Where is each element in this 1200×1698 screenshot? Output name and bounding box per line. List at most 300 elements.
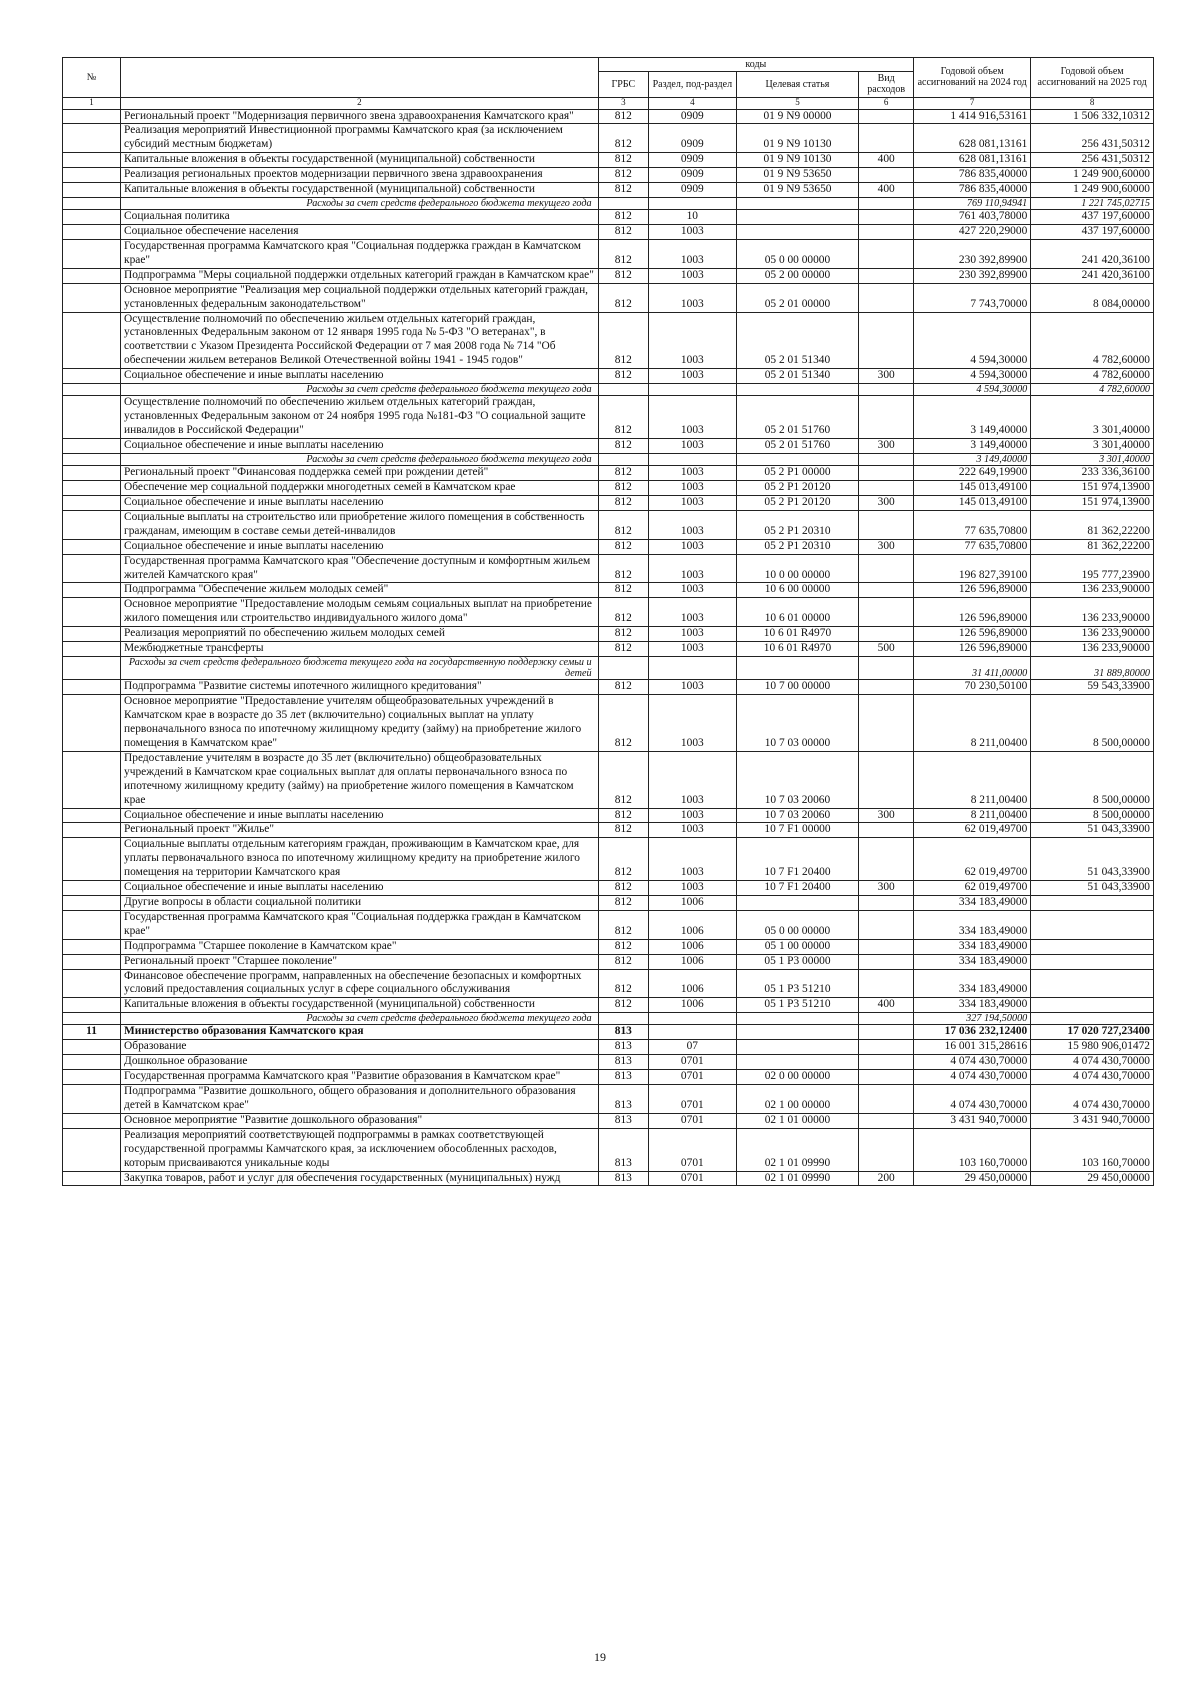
table-row (63, 510, 1154, 539)
row-grbs: 812 (598, 495, 648, 510)
col-number: 5 (736, 97, 859, 109)
row-amount-2025: 1 221 745,02715 (1031, 198, 1154, 210)
row-name: Социальные выплаты на строительство или приобретение жилого помещения в собственность гражданам, имеющим в составе семьи детей-инвалидов (121, 510, 599, 539)
row-amount-2024: 126 596,89000 (914, 642, 1031, 657)
row-article: 02 1 01 09990 (736, 1171, 859, 1186)
row-article: 02 1 01 09990 (736, 1128, 859, 1171)
row-amount-2025: 17 020 727,23400 (1031, 1025, 1154, 1040)
row-name: Региональный проект "Старшее поколение" (121, 954, 599, 969)
row-amount-2024: 222 649,19900 (914, 466, 1031, 481)
row-name: Обеспечение мер социальной поддержки многодетных семей в Камчатском крае (121, 481, 599, 496)
table-row (63, 109, 1154, 124)
row-article: 05 1 P3 00000 (736, 954, 859, 969)
row-article (736, 656, 859, 679)
row-amount-2024: 8 211,00400 (914, 751, 1031, 808)
row-amount-2024: 628 081,13161 (914, 124, 1031, 153)
row-number (63, 823, 121, 838)
table-row (63, 823, 1154, 838)
row-grbs: 812 (598, 312, 648, 369)
row-article: 10 0 00 00000 (736, 554, 859, 583)
row-expense-kind (859, 312, 914, 369)
table-row (63, 695, 1154, 752)
row-article: 05 2 00 00000 (736, 268, 859, 283)
row-name: Расходы за счет средств федерального бюджета текущего года (121, 453, 599, 465)
row-amount-2025: 4 074 430,70000 (1031, 1055, 1154, 1070)
header-article: Целевая статья (736, 72, 859, 97)
row-section (649, 1025, 737, 1040)
row-section: 0701 (649, 1113, 737, 1128)
table-row (63, 954, 1154, 969)
row-article (736, 1040, 859, 1055)
row-amount-2024: 786 835,40000 (914, 183, 1031, 198)
row-amount-2024: 145 013,49100 (914, 495, 1031, 510)
table-row (63, 240, 1154, 269)
row-expense-kind (859, 466, 914, 481)
header-amount-2025: Годовой объем ассигнований на 2025 год (1031, 58, 1154, 98)
row-section: 0909 (649, 109, 737, 124)
row-grbs: 812 (598, 109, 648, 124)
table-row (63, 539, 1154, 554)
row-name: Реализация мероприятий по обеспечению жильем молодых семей (121, 627, 599, 642)
row-amount-2025: 4 782,60000 (1031, 312, 1154, 369)
row-grbs: 812 (598, 808, 648, 823)
col-number: 6 (859, 97, 914, 109)
row-grbs (598, 384, 648, 396)
row-amount-2025: 59 543,33900 (1031, 680, 1154, 695)
row-amount-2025: 195 777,23900 (1031, 554, 1154, 583)
row-grbs: 812 (598, 627, 648, 642)
row-section: 1003 (649, 495, 737, 510)
row-number (63, 396, 121, 439)
row-section: 10 (649, 210, 737, 225)
row-expense-kind (859, 198, 914, 210)
row-name: Социальное обеспечение населения (121, 225, 599, 240)
row-article: 05 2 01 00000 (736, 283, 859, 312)
row-number (63, 510, 121, 539)
row-expense-kind: 300 (859, 369, 914, 384)
row-grbs: 812 (598, 583, 648, 598)
row-amount-2025: 29 450,00000 (1031, 1171, 1154, 1186)
row-amount-2024: 126 596,89000 (914, 598, 1031, 627)
table-row (63, 939, 1154, 954)
row-amount-2024: 230 392,89900 (914, 240, 1031, 269)
header-codes: коды (598, 58, 913, 72)
row-number (63, 168, 121, 183)
row-number (63, 109, 121, 124)
row-expense-kind (859, 627, 914, 642)
row-section: 1006 (649, 998, 737, 1013)
row-name: Подпрограмма "Развитие системы ипотечного жилищного кредитования" (121, 680, 599, 695)
row-expense-kind (859, 823, 914, 838)
row-amount-2024: 786 835,40000 (914, 168, 1031, 183)
row-amount-2024: 628 081,13161 (914, 153, 1031, 168)
row-expense-kind (859, 751, 914, 808)
row-section: 0701 (649, 1070, 737, 1085)
row-section: 1003 (649, 312, 737, 369)
row-expense-kind (859, 1085, 914, 1114)
table-row (63, 481, 1154, 496)
table-row (63, 1113, 1154, 1128)
row-section: 1003 (649, 680, 737, 695)
row-number (63, 808, 121, 823)
row-number (63, 583, 121, 598)
row-amount-2025: 4 074 430,70000 (1031, 1070, 1154, 1085)
row-name: Капитальные вложения в объекты государственной (муниципальной) собственности (121, 153, 599, 168)
row-grbs: 812 (598, 396, 648, 439)
header-name (121, 58, 599, 98)
table-row (63, 1085, 1154, 1114)
row-amount-2025: 136 233,90000 (1031, 627, 1154, 642)
row-name: Капитальные вложения в объекты государственной (муниципальной) собственности (121, 183, 599, 198)
row-number (63, 1085, 121, 1114)
row-number (63, 225, 121, 240)
row-amount-2024: 62 019,49700 (914, 881, 1031, 896)
row-article (736, 895, 859, 910)
row-article (736, 1013, 859, 1025)
row-number (63, 1128, 121, 1171)
row-expense-kind: 200 (859, 1171, 914, 1186)
row-expense-kind (859, 384, 914, 396)
row-section: 0701 (649, 1055, 737, 1070)
row-grbs: 812 (598, 168, 648, 183)
row-name: Социальное обеспечение и иные выплаты населению (121, 495, 599, 510)
row-article: 01 9 N9 10130 (736, 124, 859, 153)
table-row (63, 598, 1154, 627)
row-amount-2025: 8 084,00000 (1031, 283, 1154, 312)
row-expense-kind (859, 1040, 914, 1055)
federal-funds-note-row (63, 198, 1154, 210)
row-expense-kind (859, 1025, 914, 1040)
row-amount-2025: 4 782,60000 (1031, 384, 1154, 396)
row-article: 05 1 00 00000 (736, 939, 859, 954)
row-number (63, 751, 121, 808)
col-number: 8 (1031, 97, 1154, 109)
table-row (63, 283, 1154, 312)
row-expense-kind: 400 (859, 998, 914, 1013)
row-grbs: 812 (598, 642, 648, 657)
row-section: 0909 (649, 168, 737, 183)
row-name: Финансовое обеспечение программ, направленных на обеспечение безопасных и комфортных условий предоставления социальных услуг в сфере социального обслуживания (121, 969, 599, 998)
table-row (63, 838, 1154, 881)
row-amount-2024: 17 036 232,12400 (914, 1025, 1031, 1040)
table-row (63, 881, 1154, 896)
row-amount-2024: 29 450,00000 (914, 1171, 1031, 1186)
row-name: Основное мероприятие "Предоставление учителям общеобразовательных учреждений в Камчатском крае в возрасте до 35 лет (включительно) социальных выплат на уплату первоначального взноса по ипотечному жилищному кредиту (займу) на приобретение жилого помещения в Камчатском крае" (121, 695, 599, 752)
row-expense-kind (859, 1128, 914, 1171)
row-amount-2024: 196 827,39100 (914, 554, 1031, 583)
row-expense-kind: 300 (859, 439, 914, 454)
row-expense-kind (859, 453, 914, 465)
row-name: Реализация мероприятий соответствующей подпрограммы в рамках соответствующей государственной программы Камчатского края, за исключением обособленных расходов, которым присваиваются уникальные коды (121, 1128, 599, 1171)
row-expense-kind (859, 656, 914, 679)
row-name: Осуществление полномочий по обеспечению жильем отдельных категорий граждан, установленных Федеральным законом от 24 ноября 1995 года №181-ФЗ "О социальной защите инвалидов в Российской Федерации" (121, 396, 599, 439)
row-amount-2024: 4 074 430,70000 (914, 1085, 1031, 1114)
row-amount-2025: 3 431 940,70000 (1031, 1113, 1154, 1128)
table-row (63, 808, 1154, 823)
row-amount-2024: 1 414 916,53161 (914, 109, 1031, 124)
row-name: Осуществление полномочий по обеспечению жильем отдельных категорий граждан, установленных Федеральным законом от 12 января 1995 года № 5-ФЗ "О ветеранах", в соответствии с Указом Президента Российской Федерации от 7 мая 2008 года № 714 "Об обеспечении жильем ветеранов Великой Отечественной войны 1941 - 1945 годов" (121, 312, 599, 369)
row-name: Социальная политика (121, 210, 599, 225)
row-number (63, 481, 121, 496)
row-amount-2025: 241 420,36100 (1031, 268, 1154, 283)
table-row (63, 1040, 1154, 1055)
row-grbs: 812 (598, 481, 648, 496)
federal-funds-note-row (63, 656, 1154, 679)
row-section: 1003 (649, 268, 737, 283)
table-row (63, 124, 1154, 153)
row-amount-2024: 8 211,00400 (914, 808, 1031, 823)
row-grbs: 812 (598, 895, 648, 910)
row-amount-2024: 77 635,70800 (914, 539, 1031, 554)
row-article: 02 1 00 00000 (736, 1085, 859, 1114)
row-amount-2024: 4 594,30000 (914, 384, 1031, 396)
table-row (63, 168, 1154, 183)
row-number (63, 1070, 121, 1085)
table-row (63, 1055, 1154, 1070)
row-amount-2024: 31 411,00000 (914, 656, 1031, 679)
row-amount-2024: 3 431 940,70000 (914, 1113, 1031, 1128)
row-amount-2025: 51 043,33900 (1031, 823, 1154, 838)
row-amount-2025: 15 980 906,01472 (1031, 1040, 1154, 1055)
table-row (63, 1025, 1154, 1040)
row-section: 1003 (649, 583, 737, 598)
row-name: Реализация мероприятий Инвестиционной программы Камчатского края (за исключением субсидий местным бюджетам) (121, 124, 599, 153)
row-amount-2025 (1031, 969, 1154, 998)
row-name: Социальное обеспечение и иные выплаты населению (121, 808, 599, 823)
row-section: 0909 (649, 124, 737, 153)
row-expense-kind (859, 1070, 914, 1085)
row-amount-2025 (1031, 910, 1154, 939)
row-article: 02 1 01 00000 (736, 1113, 859, 1128)
row-grbs: 812 (598, 240, 648, 269)
row-expense-kind (859, 895, 914, 910)
row-name: Государственная программа Камчатского края "Социальная поддержка граждан в Камчатском крае" (121, 240, 599, 269)
row-expense-kind (859, 954, 914, 969)
row-section: 1006 (649, 939, 737, 954)
table-row (63, 554, 1154, 583)
row-amount-2025: 233 336,36100 (1031, 466, 1154, 481)
row-article: 01 9 N9 53650 (736, 168, 859, 183)
table-row (63, 495, 1154, 510)
row-grbs: 812 (598, 210, 648, 225)
row-grbs: 812 (598, 598, 648, 627)
row-amount-2024: 334 183,49000 (914, 939, 1031, 954)
row-name: Расходы за счет средств федерального бюджета текущего года (121, 1013, 599, 1025)
row-grbs: 812 (598, 969, 648, 998)
row-amount-2025: 51 043,33900 (1031, 838, 1154, 881)
row-amount-2025: 1 249 900,60000 (1031, 168, 1154, 183)
row-amount-2024: 8 211,00400 (914, 695, 1031, 752)
row-amount-2024: 334 183,49000 (914, 954, 1031, 969)
table-row (63, 751, 1154, 808)
row-grbs: 812 (598, 439, 648, 454)
row-section: 0909 (649, 153, 737, 168)
row-number (63, 1171, 121, 1186)
budget-table (62, 57, 1154, 1186)
row-grbs: 812 (598, 268, 648, 283)
row-name: Региональный проект "Модернизация первичного звена здравоохранения Камчатского края" (121, 109, 599, 124)
row-grbs: 812 (598, 998, 648, 1013)
row-number (63, 240, 121, 269)
row-expense-kind (859, 283, 914, 312)
row-article (736, 225, 859, 240)
federal-funds-note-row (63, 453, 1154, 465)
row-grbs: 813 (598, 1055, 648, 1070)
row-number (63, 680, 121, 695)
row-amount-2024: 3 149,40000 (914, 453, 1031, 465)
row-article: 05 0 00 00000 (736, 910, 859, 939)
row-grbs: 812 (598, 954, 648, 969)
row-number (63, 210, 121, 225)
row-amount-2024: 4 594,30000 (914, 312, 1031, 369)
header-grbs: ГРБС (598, 72, 648, 97)
table-row (63, 268, 1154, 283)
row-expense-kind (859, 695, 914, 752)
row-grbs: 812 (598, 283, 648, 312)
row-number (63, 598, 121, 627)
row-article: 05 1 P3 51210 (736, 969, 859, 998)
row-amount-2025: 3 301,40000 (1031, 439, 1154, 454)
row-grbs: 812 (598, 539, 648, 554)
row-expense-kind: 500 (859, 642, 914, 657)
row-section: 1003 (649, 481, 737, 496)
row-number (63, 369, 121, 384)
row-section: 07 (649, 1040, 737, 1055)
row-article: 05 2 01 51760 (736, 396, 859, 439)
row-section: 1003 (649, 283, 737, 312)
row-expense-kind (859, 1013, 914, 1025)
table-row (63, 225, 1154, 240)
row-section: 1003 (649, 627, 737, 642)
row-amount-2025: 3 301,40000 (1031, 396, 1154, 439)
row-section: 0701 (649, 1085, 737, 1114)
row-grbs: 812 (598, 183, 648, 198)
row-number (63, 466, 121, 481)
row-article: 10 7 03 20060 (736, 808, 859, 823)
row-article: 10 7 03 20060 (736, 751, 859, 808)
row-number (63, 695, 121, 752)
row-amount-2024: 334 183,49000 (914, 998, 1031, 1013)
row-amount-2024: 103 160,70000 (914, 1128, 1031, 1171)
row-grbs: 812 (598, 680, 648, 695)
row-amount-2024: 4 594,30000 (914, 369, 1031, 384)
row-grbs: 813 (598, 1085, 648, 1114)
federal-funds-note-row (63, 384, 1154, 396)
row-name: Образование (121, 1040, 599, 1055)
row-article: 10 7 F1 20400 (736, 838, 859, 881)
row-section: 1003 (649, 225, 737, 240)
row-section: 1003 (649, 838, 737, 881)
row-article: 05 2 P1 20120 (736, 495, 859, 510)
row-amount-2024: 334 183,49000 (914, 910, 1031, 939)
row-amount-2025 (1031, 998, 1154, 1013)
table-row (63, 895, 1154, 910)
row-article: 10 7 F1 00000 (736, 823, 859, 838)
row-number (63, 939, 121, 954)
row-article: 01 9 N9 53650 (736, 183, 859, 198)
table-row (63, 583, 1154, 598)
row-article: 01 9 N9 10130 (736, 153, 859, 168)
row-number (63, 1055, 121, 1070)
row-number (63, 954, 121, 969)
federal-funds-note-row (63, 1013, 1154, 1025)
row-expense-kind (859, 838, 914, 881)
row-name: Социальное обеспечение и иные выплаты населению (121, 539, 599, 554)
row-name: Государственная программа Камчатского края "Социальная поддержка граждан в Камчатском крае" (121, 910, 599, 939)
row-article: 05 0 00 00000 (736, 240, 859, 269)
row-amount-2025: 437 197,60000 (1031, 225, 1154, 240)
row-expense-kind (859, 583, 914, 598)
row-expense-kind (859, 109, 914, 124)
row-grbs: 813 (598, 1040, 648, 1055)
row-number (63, 1013, 121, 1025)
table-row (63, 153, 1154, 168)
row-amount-2025 (1031, 954, 1154, 969)
row-section: 1003 (649, 823, 737, 838)
row-name: Межбюджетные трансферты (121, 642, 599, 657)
row-section: 1006 (649, 895, 737, 910)
row-expense-kind (859, 969, 914, 998)
row-name: Региональный проект "Финансовая поддержка семей при рождении детей" (121, 466, 599, 481)
table-row (63, 998, 1154, 1013)
row-amount-2025 (1031, 895, 1154, 910)
row-number (63, 895, 121, 910)
table-row (63, 1171, 1154, 1186)
row-number (63, 453, 121, 465)
row-amount-2024: 4 074 430,70000 (914, 1055, 1031, 1070)
table-body (63, 109, 1154, 1186)
row-amount-2025: 8 500,00000 (1031, 695, 1154, 752)
row-section: 1003 (649, 510, 737, 539)
row-grbs: 812 (598, 838, 648, 881)
row-number (63, 198, 121, 210)
row-amount-2025 (1031, 1013, 1154, 1025)
row-expense-kind: 400 (859, 183, 914, 198)
row-section: 1003 (649, 369, 737, 384)
row-amount-2025: 151 974,13900 (1031, 495, 1154, 510)
row-name: Подпрограмма "Старшее поколение в Камчатском крае" (121, 939, 599, 954)
row-name: Подпрограмма "Обеспечение жильем молодых семей" (121, 583, 599, 598)
row-number (63, 554, 121, 583)
row-article (736, 1055, 859, 1070)
row-grbs (598, 1013, 648, 1025)
row-grbs: 813 (598, 1025, 648, 1040)
row-number (63, 910, 121, 939)
row-number (63, 539, 121, 554)
row-article: 05 2 01 51340 (736, 312, 859, 369)
row-expense-kind (859, 510, 914, 539)
row-name: Реализация региональных проектов модернизации первичного звена здравоохранения (121, 168, 599, 183)
row-amount-2025 (1031, 939, 1154, 954)
row-section: 1006 (649, 969, 737, 998)
row-amount-2025: 81 362,22200 (1031, 539, 1154, 554)
row-number (63, 439, 121, 454)
page-number: 19 (594, 1650, 606, 1664)
row-expense-kind (859, 1113, 914, 1128)
row-grbs: 812 (598, 939, 648, 954)
table-row (63, 312, 1154, 369)
header-num: № (63, 58, 121, 98)
row-amount-2024: 327 194,50000 (914, 1013, 1031, 1025)
row-amount-2025: 8 500,00000 (1031, 808, 1154, 823)
row-section (649, 1013, 737, 1025)
row-amount-2025: 4 782,60000 (1031, 369, 1154, 384)
row-article: 10 6 01 R4970 (736, 642, 859, 657)
row-number (63, 1040, 121, 1055)
row-name: Подпрограмма "Меры социальной поддержки отдельных категорий граждан в Камчатском крае" (121, 268, 599, 283)
row-grbs: 812 (598, 823, 648, 838)
row-number (63, 283, 121, 312)
